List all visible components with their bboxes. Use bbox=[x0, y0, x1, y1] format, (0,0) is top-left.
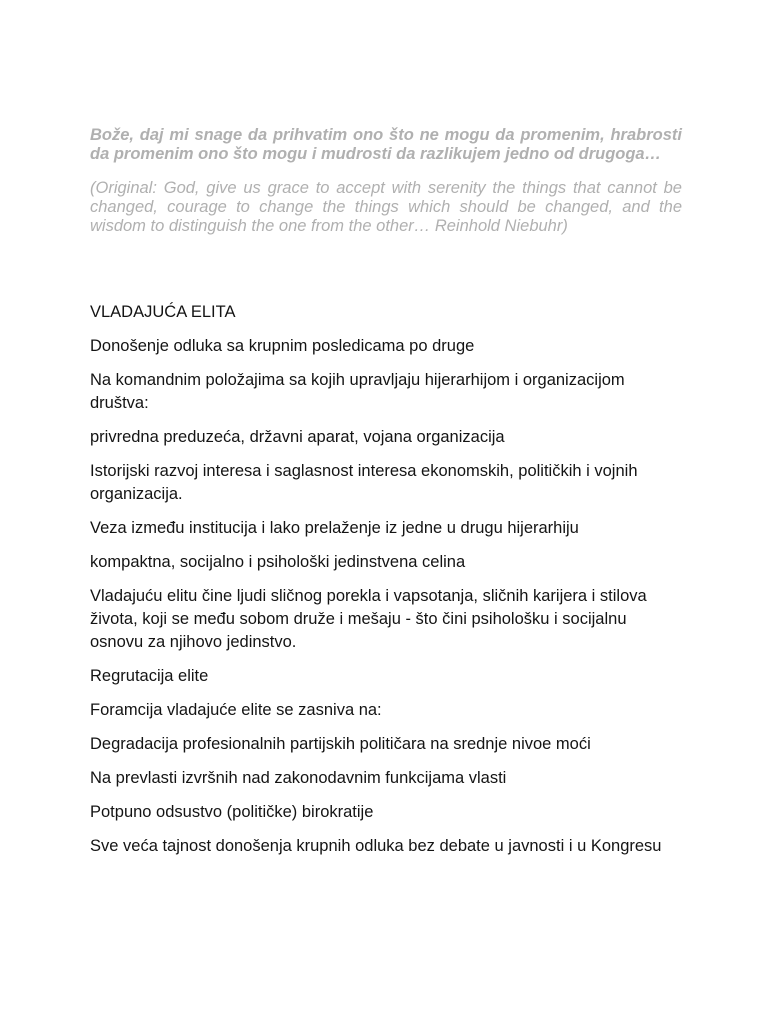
paragraph: privredna preduzeća, državni aparat, vojana organizacija bbox=[90, 428, 505, 446]
paragraph: Na komandnim položajima sa kojih upravljaju hijerarhijom i organizacijom društva: bbox=[90, 371, 625, 412]
paragraph: Sve veća tajnost donošenja krupnih odluka bez debate u javnosti i u Kongresu bbox=[90, 837, 662, 855]
quote-block bbox=[90, 126, 682, 236]
paragraph: kompaktna, socijalno i psihološki jedinstvena celina bbox=[90, 553, 466, 571]
paragraph: Veza između institucija i lako prelaženje iz jedne u drugu hijerarhiju bbox=[90, 519, 579, 537]
paragraph: Vladajuću elitu čine ljudi sličnog porekla i vapsotanja, sličnih karijera i stilova života, koji se među sobom druže i mešaju - što čini psihološku i socijalnu osnovu za njihovo jedinstvo. bbox=[90, 587, 647, 651]
paragraph: Istorijski razvoj interesa i saglasnost interesa ekonomskih, političkih i vojnih organizacija. bbox=[90, 462, 638, 503]
paragraph: Degradacija profesionalnih partijskih političara na srednje nivoe moći bbox=[90, 735, 591, 753]
paragraph: Foramcija vladajuće elite se zasniva na: bbox=[90, 701, 382, 719]
body-text bbox=[90, 301, 680, 869]
section-heading: VLADAJUĆA ELITA bbox=[90, 303, 236, 321]
paragraph: Donošenje odluka sa krupnim posledicama po druge bbox=[90, 337, 475, 355]
paragraph: Regrutacija elite bbox=[90, 667, 209, 685]
quote-text: Bože, daj mi snage da prihvatim ono što ne mogu da promenim, hrabrosti da promenim ono što mogu i mudrosti da razlikujem jedno od drugoga… bbox=[90, 126, 682, 163]
paragraph: Na prevlasti izvršnih nad zakonodavnim funkcijama vlasti bbox=[90, 769, 507, 787]
paragraph: Potpuno odsustvo (političke) birokratije bbox=[90, 803, 374, 821]
quote-original-text: (Original: God, give us grace to accept with serenity the things that cannot be changed, courage to change the things which should be changed, and the wisdom to distinguish the one from the other… Reinhold Niebuhr) bbox=[90, 179, 682, 235]
